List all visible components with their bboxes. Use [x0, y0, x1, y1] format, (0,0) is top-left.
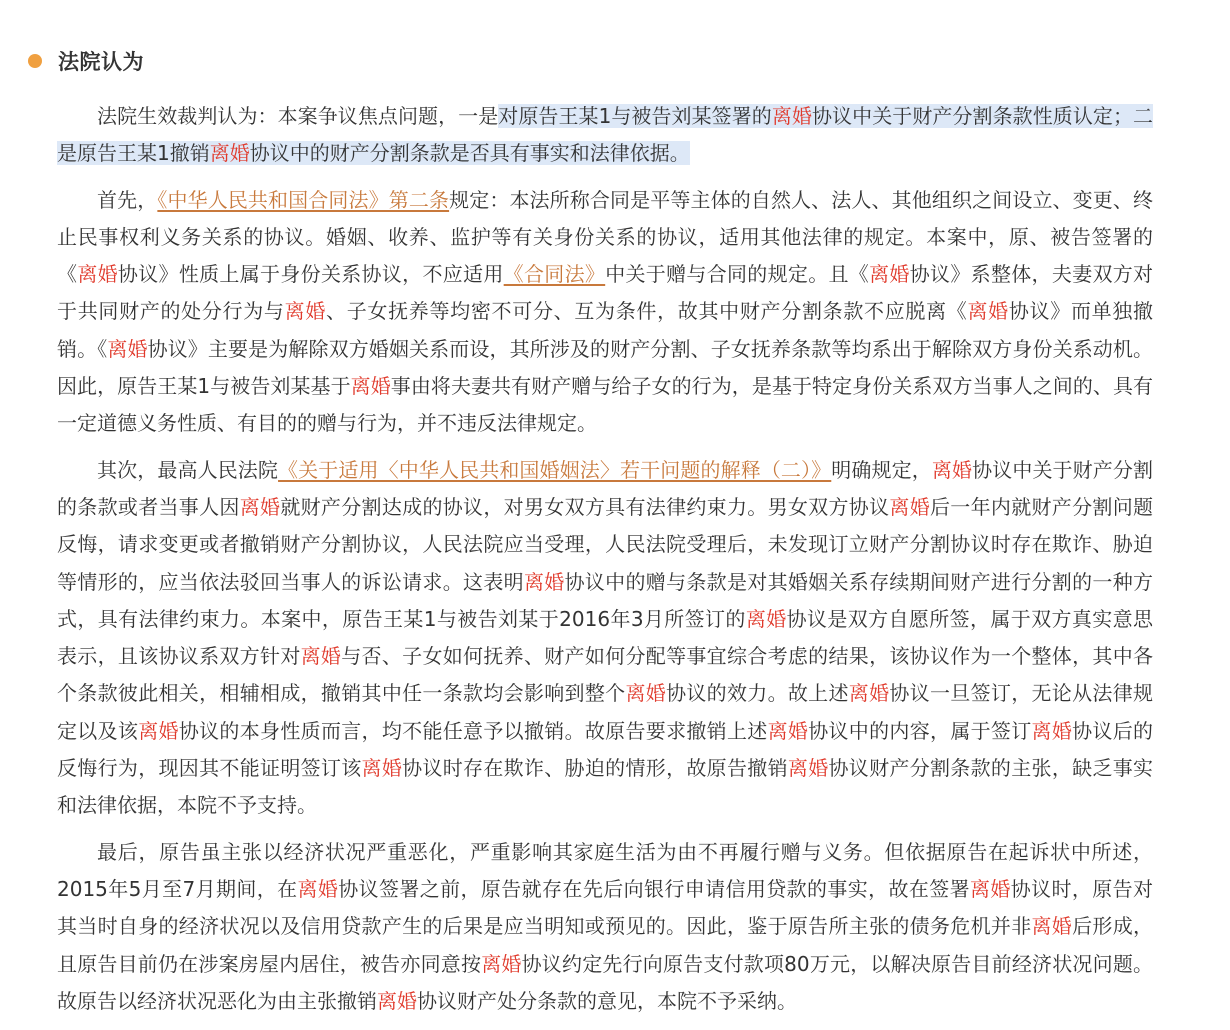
body-text: 协议一旦签订，无论从法律规定以及该	[57, 681, 1154, 743]
body-text: 与否、子女如何抚养、财产如何分配等事宜综合考虑的结果，该协议作为一个整体，其中各个条款彼此相关，相辅相成，撤销其中任一条款均会影响到整个	[57, 644, 1154, 706]
body-text: 后一年内就财产分割问题反悔，请求变更或者撤销财产分割协议，人民法院应当受理，人民法院受理后，未发现订立财产分割协议时存在欺诈、胁迫等情形的，应当依法驳回当事人的诉讼请求。这表明	[57, 494, 1154, 594]
keyword-highlight: 离婚	[848, 681, 890, 706]
keyword-highlight: 离婚	[138, 718, 179, 743]
keyword-highlight: 离婚	[970, 876, 1011, 901]
law-citation-link[interactable]: 《中华人民共和国合同法》第二条	[157, 187, 450, 212]
keyword-highlight: 离婚	[350, 374, 391, 399]
body-text: 协议签署之前，原告就存在先后向银行申请信用贷款的事实，故在签署	[338, 876, 970, 901]
body-text: 协议中关于财产分割的条款或者当事人因	[57, 457, 1154, 519]
body-text: 协议约定先行向原告支付款项80万元，以解决原告目前经济状况问题。故原告以经济状况恶化为由主张撤销	[57, 951, 1154, 1013]
body-text: 协议中的赠与条款是对其婚姻关系存续期间财产进行分割的一种方式，具有法律约束力。本案中，原告王某1与被告刘某于2016年3月所签订的	[57, 569, 1154, 631]
body-text: 协议的效力。故上述	[666, 681, 849, 706]
body-text: 就财产分割达成的协议，对男女双方具有法律约束力。男女双方协议	[280, 494, 890, 519]
body-text: 后形成，且原告目前仍在涉案房屋内居住，被告亦同意按	[57, 914, 1154, 976]
keyword-highlight: 离婚	[284, 299, 327, 324]
paragraph-3	[57, 452, 1153, 825]
keyword-highlight: 离婚	[745, 606, 787, 631]
paragraph-4	[57, 834, 1153, 1020]
keyword-highlight: 离婚	[1031, 718, 1073, 743]
section-title: 法院认为	[58, 50, 144, 74]
body-text: 法院生效裁判认为：本案争议焦点问题，一是	[97, 104, 499, 128]
body-text: 协议》性质上属于身份关系协议，不应适用	[117, 262, 504, 287]
keyword-highlight: 离婚	[523, 569, 565, 594]
section-header	[28, 46, 144, 76]
body-text: 协议时，原告对其当时自身的经济状况以及信用贷款产生的后果是应当明知或预见的。因此，鉴于原告所主张的债务危机并非	[57, 876, 1154, 939]
body-text: 协议》系整体，夫妻双方对于共同财产的处分行为与	[57, 262, 1154, 324]
keyword-highlight: 离婚	[377, 988, 417, 1013]
body-text: 协议》而单独撤销。《	[57, 299, 1154, 361]
keyword-highlight: 离婚	[239, 494, 281, 519]
body-text: 协议的本身性质而言，均不能任意予以撤销。故原告要求撤销上述	[178, 718, 768, 743]
body-text: 协议时存在欺诈、胁迫的情形，故原告撤销	[402, 756, 788, 781]
law-citation-link[interactable]: 《关于适用〈中华人民共和国婚姻法〉若干问题的解释（二）》	[278, 457, 832, 482]
body-text: 中关于赠与合同的规定。且《	[605, 262, 870, 287]
bullet-dot-icon	[28, 54, 42, 68]
body-text: 规定：本法所称合同是平等主体的自然人、法人、其他组织之间设立、变更、终止民事权利义务关系的协议。婚姻、收养、监护等有关身份关系的协议，适用其他法律的规定。本案中，原、被告签署的《	[57, 187, 1154, 287]
law-citation-link[interactable]: 《合同法》	[503, 262, 606, 287]
judgment-body	[57, 98, 1153, 1029]
keyword-highlight: 离婚	[787, 756, 829, 781]
keyword-highlight: 离婚	[889, 494, 930, 519]
keyword-highlight: 离婚	[625, 681, 667, 706]
keyword-highlight: 离婚	[967, 299, 1009, 324]
keyword-highlight: 离婚	[361, 756, 403, 781]
body-text: 协议中的内容，属于签订	[808, 718, 1032, 743]
highlighted-text: 对原告王某1与被告刘某签署的	[498, 104, 772, 128]
keyword-highlight: 离婚	[297, 876, 339, 901]
highlighted-text: 协议中关于财产分割条款性质认定；二是原告王某1撤销	[57, 104, 1154, 166]
body-text: 最后，原告虽主张以经济状况严重恶化，严重影响其家庭生活为由不再履行赠与义务。但依据原告在起诉状中所述，2015年5月至7月期间，在	[57, 839, 1153, 901]
body-text: 协议财产处分条款的意见，本院不予采纳。	[417, 988, 797, 1013]
body-text: 协议是双方自愿所签，属于双方真实意思表示，且该协议系双方针对	[57, 606, 1153, 669]
keyword-highlight: 离婚	[869, 262, 910, 287]
paragraph-1	[57, 98, 1153, 173]
body-text: 首先，	[97, 187, 158, 212]
body-text: 、子女抚养等均密不可分、互为条件，故其中财产分割条款不应脱离《	[326, 299, 968, 324]
keyword-highlight: 离婚	[1031, 914, 1073, 939]
highlighted-text: 协议中的财产分割条款是否具有事实和法律依据。	[249, 141, 690, 166]
body-text: 协议财产分割条款的主张，缺乏事实和法律依据，本院不予支持。	[57, 756, 1154, 818]
body-text: 协议》主要是为解除双方婚姻关系而设，其所涉及的财产分割、子女抚养条款等均系出于解除双方身份关系动机。因此，原告王某1与被告刘某基于	[57, 336, 1154, 399]
keyword-highlight: 离婚	[107, 336, 148, 361]
keyword-highlight: 离婚	[771, 104, 813, 128]
keyword-highlight: 离婚	[481, 951, 522, 976]
keyword-highlight: 离婚	[300, 644, 342, 669]
body-text: 其次，最高人民法院	[97, 457, 279, 482]
body-text: 事由将夫妻共有财产赠与给子女的行为，是基于特定身份关系双方当事人之间的、具有一定道德义务性质、有目的的赠与行为，并不违反法律规定。	[57, 374, 1154, 436]
body-text: 协议后的反悔行为，现因其不能证明签订该	[57, 718, 1154, 781]
keyword-highlight: 离婚	[767, 718, 809, 743]
keyword-highlight: 离婚	[931, 457, 973, 482]
keyword-highlight: 离婚	[209, 141, 250, 166]
paragraph-2	[57, 182, 1153, 443]
body-text: 明确规定，	[831, 457, 932, 482]
keyword-highlight: 离婚	[77, 262, 118, 287]
